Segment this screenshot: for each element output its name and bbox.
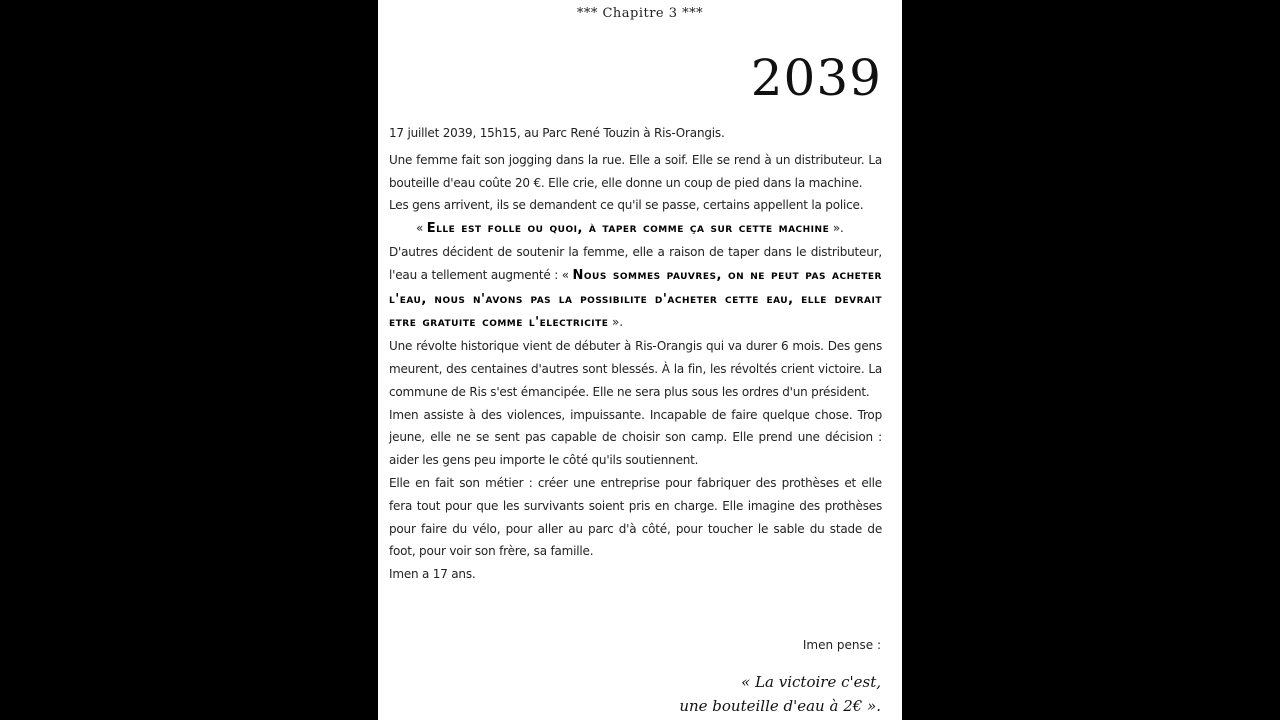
paragraph-1: Une femme fait son jogging dans la rue. Elle a soif. Elle se rend à un distributeur. La bouteille d'eau coûte 20 €. Elle crie, elle donne un coup de pied dans la machine. xyxy=(389,152,882,190)
shouted-quote-1: Elle est folle ou quoi, à taper comme ça sur cette machine xyxy=(426,221,830,237)
paragraph-3-start: D'autres décident de soutenir la femme, elle a raison de taper dans le distributeur, l'eau a tellement augmenté : « xyxy=(389,244,882,282)
thinks-line: Imen pense : xyxy=(802,638,881,652)
final-quote-line-1: « La victoire c'est, xyxy=(741,673,881,691)
body-text xyxy=(389,122,882,586)
chapter-header: *** Chapitre 3 *** xyxy=(576,6,704,21)
shouted-quote-2: Nous sommes pauvres, on ne peut pas acheter l'eau, nous n'avons pas la possibilite d'acheter cette eau, elle devrait etre gratuite comme l'electricite xyxy=(389,267,882,331)
paragraph-4: Une révolte historique vient de débuter à Ris-Orangis qui va durer 6 mois. Des gens meurent, des centaines d'autres sont blessés. À la fin, les révoltés crient victoire. La commune de Ris s'est émancipée. Elle ne sera plus sous les ordres d'un président. xyxy=(389,339,882,399)
final-quote xyxy=(679,670,881,718)
quote-close: ». xyxy=(829,221,844,236)
year-title: 2039 xyxy=(750,49,882,107)
quote-close-2: ». xyxy=(608,315,623,330)
paragraph-2: Les gens arrivent, ils se demandent ce qu'il se passe, certains appellent la police. xyxy=(389,198,864,213)
paragraph-5: Imen assiste à des violences, impuissante. Incapable de faire quelque chose. Trop jeune, elle ne se sent pas capable de choisir son camp. Elle prend une décision : aider les gens peu importe le côté qu'ils soutiennent. xyxy=(389,407,882,468)
quote-open: « xyxy=(416,221,427,236)
paragraph-7: Imen a 17 ans. xyxy=(389,567,476,582)
date-line: 17 juillet 2039, 15h15, au Parc René Touzin à Ris-Orangis. xyxy=(389,126,725,140)
paragraph-6: Elle en fait son métier : créer une entreprise pour fabriquer des prothèses et elle fera tout pour que les survivants soient pris en charge. Elle imagine des prothèses pour faire du vélo, pour aller au parc d'à côté, pour toucher le sable du stade de foot, pour voir son frère, sa famille. xyxy=(389,475,882,559)
final-quote-line-2: une bouteille d'eau à 2€ ». xyxy=(679,697,881,715)
paragraph-3 xyxy=(389,241,882,335)
document-page xyxy=(378,0,902,720)
quote-line-1 xyxy=(389,217,882,241)
